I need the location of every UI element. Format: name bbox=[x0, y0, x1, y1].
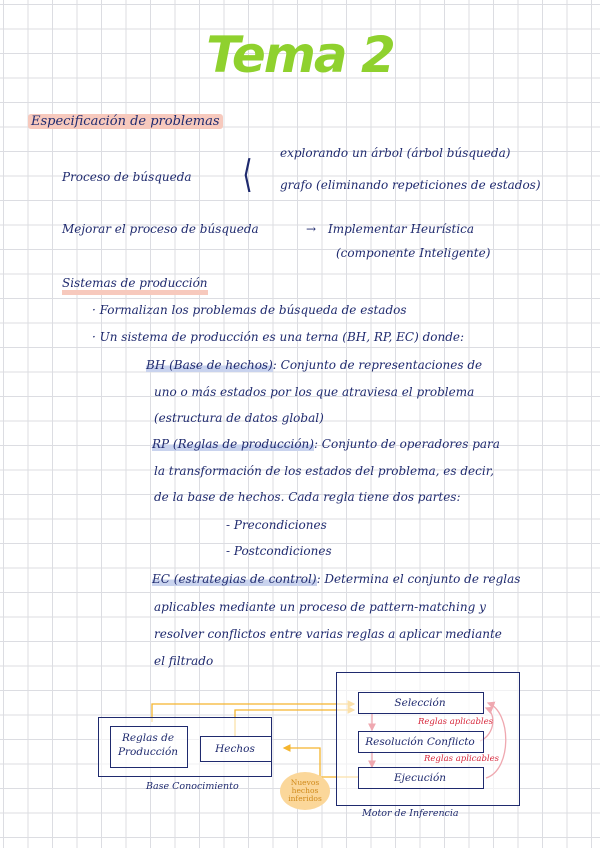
bh-line1: BH (Base de hechos): Conjunto de representaciones de bbox=[146, 358, 483, 372]
resolucion-conflicto-label: Resolución Conflicto bbox=[365, 736, 475, 748]
reglas-aplicables-2: Reglas aplicables bbox=[424, 754, 500, 764]
branch-arbol: explorando un árbol (árbol búsqueda) bbox=[280, 146, 511, 160]
ec-line1: EC (estrategias de control): Determina el conjunto de reglas bbox=[152, 572, 521, 586]
nuevos-hechos-blob: Nuevos hechos inferidos bbox=[280, 772, 330, 810]
rp-line3: de la base de hechos. Cada regla tiene dos partes: bbox=[154, 490, 461, 504]
rp-line2: la transformación de los estados del problema, es decir, bbox=[154, 464, 494, 478]
mejorar-label: Mejorar el proceso de búsqueda bbox=[62, 222, 259, 236]
motor-inferencia-label: Motor de Inferencia bbox=[362, 808, 459, 819]
mejorar-note: (componente Inteligente) bbox=[336, 246, 491, 260]
page-title: Tema 2 bbox=[206, 26, 394, 84]
bh-line3: (estructura de datos global) bbox=[154, 411, 324, 425]
ejecucion-label: Ejecución bbox=[393, 772, 447, 784]
bh-line2: uno o más estados por los que atraviesa el problema bbox=[154, 385, 475, 399]
mejorar-heuristica: Implementar Heurística bbox=[328, 222, 475, 236]
hechos-label: Hechos bbox=[215, 743, 255, 755]
branch-brace-icon: ⟨ bbox=[242, 152, 253, 196]
rp-precondiciones: - Precondiciones bbox=[226, 518, 327, 532]
bullet-formalizan: · Formalizan los problemas de búsqueda de estados bbox=[92, 303, 407, 317]
rp-term: RP (Reglas de producción) bbox=[152, 437, 314, 451]
rp-postcondiciones: - Postcondiciones bbox=[226, 544, 332, 558]
bullet-terna: · Un sistema de producción es una terna (BH, RP, EC) donde: bbox=[92, 330, 465, 344]
section-heading-especificacion: Especificación de problemas bbox=[28, 114, 223, 129]
proceso-busqueda-label: Proceso de búsqueda bbox=[62, 170, 192, 184]
seleccion-label: Selección bbox=[394, 697, 446, 709]
ec-line2: aplicables mediante un proceso de pattern-matching y bbox=[154, 600, 486, 614]
bh-term: BH (Base de hechos) bbox=[146, 358, 273, 372]
section-heading-sistemas: Sistemas de producción bbox=[62, 276, 208, 290]
mejorar-arrow: → bbox=[306, 222, 317, 236]
base-conocimiento-label: Base Conocimiento bbox=[146, 781, 239, 792]
reglas-aplicables-1: Reglas aplicables bbox=[418, 717, 494, 727]
rp-line1: RP (Reglas de producción): Conjunto de operadores para bbox=[152, 437, 500, 451]
reglas-produccion-label: Reglas de Producción bbox=[117, 732, 179, 758]
ec-line3: resolver conflictos entre varias reglas a aplicar mediante bbox=[154, 627, 502, 641]
branch-grafo: grafo (eliminando repeticiones de estados) bbox=[280, 178, 541, 192]
ec-term: EC (estrategias de control) bbox=[152, 572, 317, 586]
ec-line4: el filtrado bbox=[154, 654, 214, 668]
